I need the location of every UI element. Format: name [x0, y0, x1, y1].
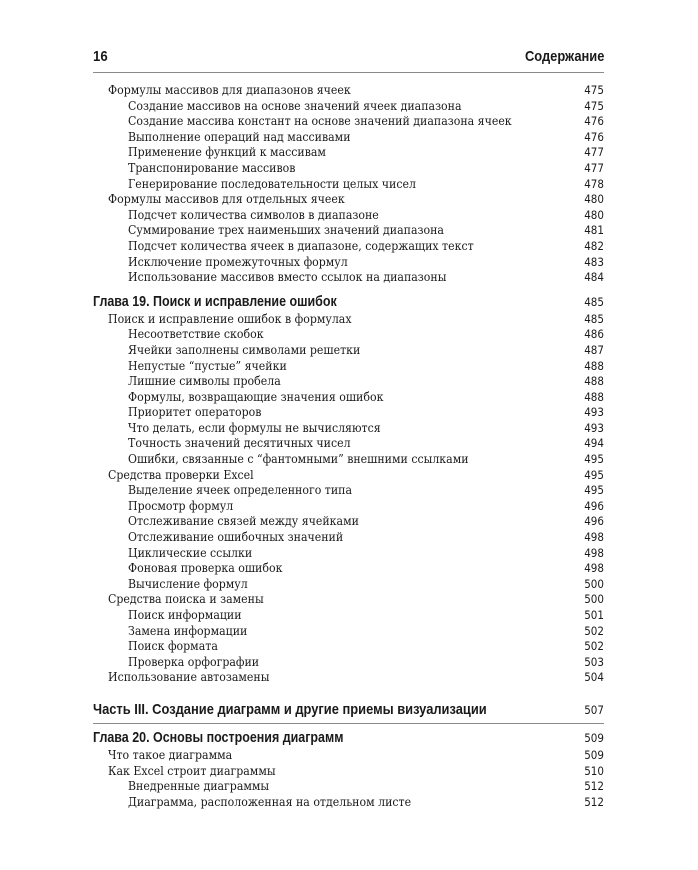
toc-entry-label: Применение функций к массивам	[128, 145, 326, 160]
toc-part-3[interactable]	[93, 699, 604, 721]
toc-entry-label: Приоритет операторов	[128, 405, 262, 420]
page-number: 16	[93, 48, 108, 65]
toc-entry-label: Выполнение операций над массивами	[128, 129, 351, 144]
toc-entry-page: 475	[584, 83, 604, 97]
toc-entry[interactable]	[93, 592, 604, 608]
toc-entry[interactable]	[93, 312, 604, 328]
toc-entry[interactable]	[93, 327, 604, 343]
toc-entry[interactable]	[93, 145, 604, 161]
toc-entry-label: Формулы, возвращающие значения ошибок	[128, 389, 384, 404]
toc-entry-label: Непустые “пустые” ячейки	[128, 358, 287, 373]
toc-entry[interactable]	[93, 223, 604, 239]
toc-entry[interactable]	[93, 499, 604, 515]
toc-entry-page: 488	[584, 374, 604, 389]
toc-entry-page: 504	[584, 670, 604, 685]
toc-entry[interactable]	[93, 655, 604, 671]
toc-entry[interactable]	[93, 114, 604, 130]
toc-entry[interactable]	[93, 255, 604, 271]
toc-entry-page: 494	[584, 436, 604, 451]
toc-entry-page: 498	[584, 561, 604, 576]
toc-entry-label: Как Excel строит диаграммы	[108, 763, 276, 778]
toc-entry[interactable]	[93, 639, 604, 655]
toc-entry-page: 493	[584, 405, 604, 420]
toc-entry-label: Несоответствие скобок	[128, 327, 264, 342]
toc-entry-label: Замена информации	[128, 623, 248, 638]
toc-entry-label: Точность значений десятичных чисел	[128, 436, 351, 451]
toc-entry-label: Генерирование последовательности целых чисел	[128, 176, 416, 191]
toc-entry[interactable]	[93, 468, 604, 484]
toc-entry-page: 495	[584, 452, 604, 467]
toc-entry-label: Средства поиска и замены	[108, 592, 264, 607]
toc-entry-page: 496	[584, 498, 604, 513]
toc-entry[interactable]	[93, 208, 604, 224]
toc-entry[interactable]	[93, 177, 604, 193]
toc-entry-page: 509	[584, 747, 604, 762]
toc-entry[interactable]	[93, 795, 604, 811]
toc-entry-label: Лишние символы пробела	[128, 374, 281, 389]
toc-entry-label: Создание массива констант на основе значений диапазона ячеек	[128, 114, 512, 129]
toc-entry-label: Ошибки, связанные с “фантомными” внешними ссылками	[128, 452, 469, 467]
toc-entry-page: 476	[584, 129, 604, 144]
toc-entry[interactable]	[93, 270, 604, 286]
toc-entry-page: 496	[584, 514, 604, 529]
toc-entry[interactable]	[93, 130, 604, 146]
chapter-title: Глава 19. Поиск и исправление ошибок	[93, 293, 337, 310]
toc-entry-page: 501	[584, 608, 604, 622]
toc-entry[interactable]	[93, 514, 604, 530]
toc-entry[interactable]	[93, 343, 604, 359]
toc-entry-page: 480	[584, 192, 604, 207]
toc-entry[interactable]	[93, 374, 604, 390]
toc-entry-page: 485	[584, 311, 604, 326]
toc-entry-page: 498	[584, 545, 604, 560]
table-of-contents	[93, 83, 604, 810]
toc-entry-page: 495	[584, 483, 604, 498]
toc-entry-label: Формулы массивов для отдельных ячеек	[108, 192, 345, 207]
toc-entry-label: Суммирование трех наименьших значений диапазона	[128, 223, 444, 238]
toc-entry-label: Проверка орфографии	[128, 654, 260, 669]
part-rule	[93, 723, 604, 724]
toc-entry-page: 477	[584, 160, 604, 175]
toc-entry[interactable]	[93, 452, 604, 468]
toc-entry-label: Подсчет количества ячеек в диапазоне, содержащих текст	[128, 238, 474, 253]
toc-entry-label: Средства проверки Excel	[108, 467, 254, 482]
toc-entry[interactable]	[93, 436, 604, 452]
toc-entry[interactable]	[93, 405, 604, 421]
toc-entry-label: Поиск формата	[128, 639, 218, 654]
toc-entry-page: 480	[584, 207, 604, 222]
toc-entry[interactable]	[93, 577, 604, 593]
toc-entry[interactable]	[93, 359, 604, 375]
toc-entry[interactable]	[93, 161, 604, 177]
toc-entry-page: 486	[584, 327, 604, 342]
toc-entry[interactable]	[93, 83, 604, 99]
toc-entry[interactable]	[93, 748, 604, 764]
toc-chapter-20[interactable]	[93, 728, 604, 748]
chapter-page: 509	[584, 730, 604, 745]
toc-block-charts	[93, 748, 604, 810]
toc-entry-label: Диаграмма, расположенная на отдельном листе	[128, 794, 412, 809]
toc-entry-label: Транспонирование массивов	[128, 160, 296, 175]
toc-entry-label: Отслеживание ошибочных значений	[128, 530, 344, 545]
chapter-page: 485	[584, 294, 604, 309]
toc-entry-page: 476	[584, 114, 604, 129]
toc-entry-page: 482	[584, 238, 604, 253]
toc-entry-page: 500	[584, 592, 604, 607]
toc-entry[interactable]	[93, 561, 604, 577]
toc-entry-label: Просмотр формул	[128, 498, 234, 513]
toc-entry[interactable]	[93, 421, 604, 437]
toc-entry-label: Исключение промежуточных формул	[128, 254, 348, 269]
toc-entry[interactable]	[93, 192, 604, 208]
toc-entry-label: Что делать, если формулы не вычисляются	[128, 420, 381, 435]
toc-chapter-19[interactable]	[93, 292, 604, 312]
toc-entry-page: 498	[584, 530, 604, 545]
header-rule	[93, 72, 604, 73]
toc-entry-page: 484	[584, 270, 604, 285]
toc-entry[interactable]	[93, 608, 604, 624]
toc-entry-page: 512	[584, 779, 604, 794]
toc-entry-page: 503	[584, 654, 604, 669]
toc-entry-page: 487	[584, 342, 604, 357]
toc-block-arrays	[93, 83, 604, 286]
toc-entry[interactable]	[93, 624, 604, 640]
running-head	[93, 48, 604, 68]
toc-entry-page: 481	[584, 223, 604, 238]
toc-entry-page: 477	[584, 145, 604, 160]
toc-entry[interactable]	[93, 390, 604, 406]
toc-entry-page: 493	[584, 420, 604, 435]
toc-entry-page: 488	[584, 358, 604, 373]
toc-entry-label: Что такое диаграмма	[108, 747, 233, 762]
toc-entry[interactable]	[93, 764, 604, 780]
toc-entry-label: Фоновая проверка ошибок	[128, 561, 283, 576]
toc-entry-page: 512	[584, 794, 604, 809]
toc-entry[interactable]	[93, 239, 604, 255]
running-title: Содержание	[524, 48, 604, 65]
toc-entry-label: Вычисление формул	[128, 576, 248, 591]
toc-block-errors	[93, 312, 604, 686]
toc-entry-label: Циклические ссылки	[128, 545, 253, 560]
toc-entry[interactable]	[93, 530, 604, 546]
toc-entry-label: Отслеживание связей между ячейками	[128, 514, 359, 529]
toc-entry-label: Ячейки заполнены символами решетки	[128, 342, 361, 357]
toc-entry[interactable]	[93, 483, 604, 499]
toc-entry-label: Поиск и исправление ошибок в формулах	[108, 311, 352, 326]
toc-entry-label: Формулы массивов для диапазонов ячеек	[108, 83, 351, 97]
toc-entry-label: Внедренные диаграммы	[128, 779, 270, 794]
toc-entry-label: Выделение ячеек определенного типа	[128, 483, 353, 498]
toc-entry-page: 502	[584, 639, 604, 654]
toc-entry-label: Создание массивов на основе значений ячеек диапазона	[128, 98, 462, 113]
toc-entry[interactable]	[93, 99, 604, 115]
part-page: 507	[584, 702, 604, 717]
toc-entry-page: 495	[584, 467, 604, 482]
toc-entry-label: Поиск информации	[128, 608, 242, 622]
toc-entry-label: Использование автозамены	[108, 670, 270, 685]
toc-entry-page: 475	[584, 98, 604, 113]
toc-entry[interactable]	[93, 779, 604, 795]
toc-entry[interactable]	[93, 546, 604, 562]
toc-entry[interactable]	[93, 670, 604, 686]
toc-entry-page: 478	[584, 176, 604, 191]
toc-entry-page: 510	[584, 763, 604, 778]
toc-entry-page: 502	[584, 623, 604, 638]
toc-entry-page: 500	[584, 576, 604, 591]
part-title: Часть III. Создание диаграмм и другие приемы визуализации	[93, 700, 487, 718]
chapter-title: Глава 20. Основы построения диаграмм	[93, 729, 344, 746]
toc-entry-page: 483	[584, 254, 604, 269]
toc-entry-label: Подсчет количества символов в диапазоне	[128, 207, 379, 222]
toc-entry-label: Использование массивов вместо ссылок на диапазоны	[128, 270, 447, 285]
toc-entry-page: 488	[584, 389, 604, 404]
